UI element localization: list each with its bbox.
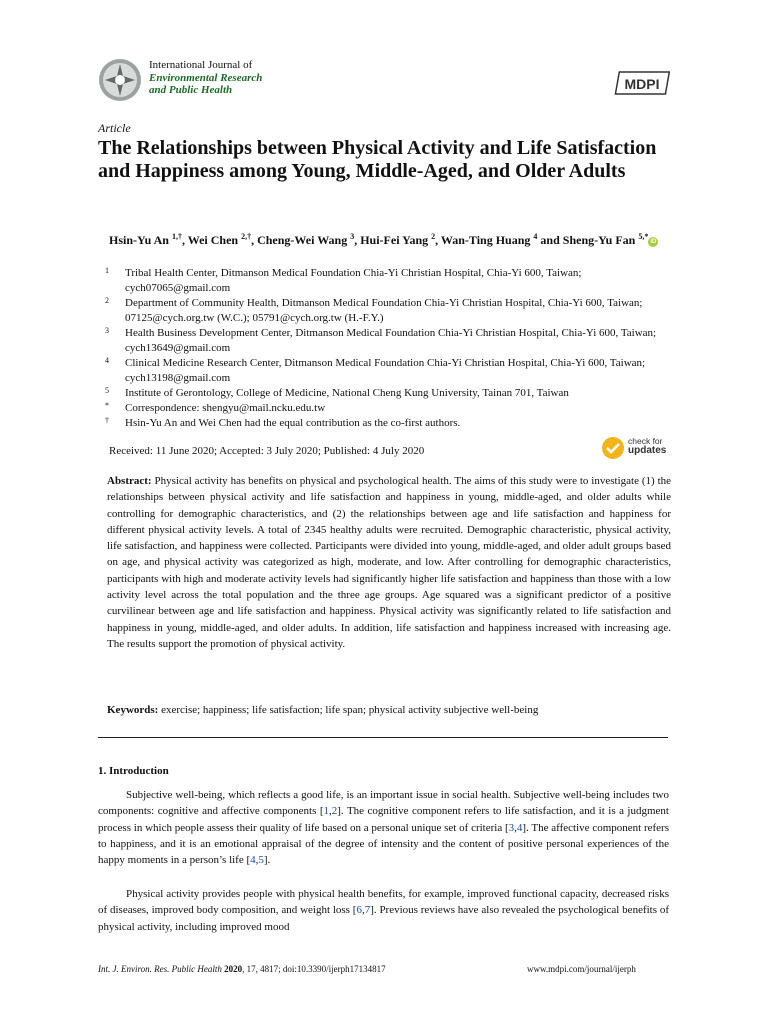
citation-link[interactable]: 4 xyxy=(250,854,256,867)
orcid-icon[interactable]: iD xyxy=(650,239,657,245)
intro-paragraph-2: Physical activity provides people with physical health benefits, for example, improved functional capacity, decreased risks of diseases, improved body composition, and weight loss [6,7]. Previous reviews have also revealed the psychological benefits of physical activity, including improved mood xyxy=(98,888,669,933)
author-name: Wan-Ting Huang $^4$ xyxy=(440,232,538,247)
author-affiliation-mark: 4 xyxy=(533,232,538,241)
author-name: Sheng-Yu Fan $^{5,*}$ xyxy=(562,232,649,247)
journal-name-line3: and Public Health xyxy=(149,84,233,96)
section-heading-introduction: 1. Introduction xyxy=(98,765,169,777)
intro-paragraph-1: Subjective well-being, which reflects a good life, is an important issue in social health. Subjective well-being includes two components: cognitive and affective components [1,2]. The cognitive component refers to life satisfaction, and it is a judgment process in which people assess their quality of life based on a personal unique set of criteria [3,4]. The affective component refers to happiness, and it is an emotional appraisal of the degree of intensity and the content of positive personal experiences of the happy moments in a person’s life [4,5]. xyxy=(98,789,670,867)
affiliation-text: Hsin-Yu An and Wei Chen had the equal contribution as the co-first authors. xyxy=(125,417,461,429)
author-affiliation-mark: 2,† xyxy=(241,232,252,241)
publication-dates: Received: 11 June 2020; Accepted: 3 July 2020; Published: 4 July 2020 xyxy=(109,445,425,457)
affiliation-text: Tribal Health Center, Ditmanson Medical Foundation Chia-Yi Christian Hospital, Chia-Yi 600, Taiwan; cych07065@gmail.com xyxy=(125,267,582,294)
check-updates-icon xyxy=(601,436,625,460)
citation-link[interactable]: 2 xyxy=(331,805,338,818)
affiliation-number: * xyxy=(105,401,109,410)
citation-link[interactable]: 7 xyxy=(364,904,371,917)
affiliation-text: Clinical Medicine Research Center, Ditmanson Medical Foundation Chia-Yi Christian Hospital, Chia-Yi 600, Taiwan; cych13198@gmail.com xyxy=(125,357,646,384)
keywords-label: Keywords: xyxy=(107,704,159,716)
author-name: Cheng-Wei Wang $^3$ xyxy=(257,232,355,247)
citation-link[interactable]: 1 xyxy=(323,805,330,818)
author-affiliation-mark: 5,* xyxy=(638,232,649,241)
check-updates-line2: updates xyxy=(628,445,667,456)
affiliation-text: Correspondence: shengyu@mail.ncku.edu.tw xyxy=(125,402,326,414)
affiliation-number: 3 xyxy=(105,326,109,335)
affiliation-item xyxy=(105,416,675,431)
check-updates-line1: check for xyxy=(628,436,663,446)
affiliation-number: 1 xyxy=(105,266,109,275)
publisher-name: MDPI xyxy=(624,76,660,92)
citation-link[interactable]: 3 xyxy=(508,821,515,834)
citation-link[interactable]: 5 xyxy=(258,854,264,867)
citation-link[interactable]: 4 xyxy=(516,821,523,834)
section-divider xyxy=(98,737,668,738)
author-name: Wei Chen $^{2,\dagger}$ xyxy=(187,232,252,247)
author-name: Hsin-Yu An $^{1,\dagger}$ xyxy=(109,232,182,247)
mdpi-logo xyxy=(614,68,670,98)
footer-journal-abbr: Int. J. Environ. Res. Public Health xyxy=(98,964,222,974)
journal-logo-icon xyxy=(98,58,142,102)
author-affiliation-mark: 2 xyxy=(431,232,436,241)
footer-citation xyxy=(98,964,386,974)
paper-title: The Relationships between Physical Activity and Life Satisfaction and Happiness among Young, Middle-Aged, and Older Adults xyxy=(98,137,657,182)
author-list: Hsin-Yu An $^{1,\dagger}$, Wei Chen $^{2,\dagger}$, Cheng-Wei Wang $^3$, Hui-Fei Yang $^2$, Wan-Ting Huang $^4$ and Sheng-Yu Fan $^{5,*}$iD xyxy=(109,232,657,247)
affiliation-text: Health Business Development Center, Ditmanson Medical Foundation Chia-Yi Christian Hospital, Chia-Yi 600, Taiwan; cych13649@gmail.com xyxy=(125,327,657,354)
affiliation-item xyxy=(105,266,675,295)
keywords xyxy=(107,704,671,716)
footer-year: 2020 xyxy=(224,964,243,974)
affiliation-item xyxy=(105,356,675,385)
affiliation-number: 4 xyxy=(105,356,109,365)
affiliation-text: Department of Community Health, Ditmanson Medical Foundation Chia-Yi Christian Hospital, Chia-Yi 600, Taiwan; 07125@cych.org.tw (W.C.); 05791@cych.org.tw (H.-F.Y.) xyxy=(125,297,643,324)
author-name: Hui-Fei Yang $^2$ xyxy=(360,232,436,247)
affiliation-number: 2 xyxy=(105,296,109,305)
affiliation-text: Institute of Gerontology, College of Medicine, National Cheng Kung University, Tainan 701, Taiwan xyxy=(125,387,569,399)
abstract xyxy=(107,473,671,652)
author-separator: and xyxy=(537,233,563,247)
check-for-updates-label xyxy=(628,437,666,455)
footer-volume-doi: , 17, 4817; doi:10.3390/ijerph17134817 xyxy=(242,964,386,974)
author-affiliation-mark: 3 xyxy=(350,232,355,241)
author-affiliation-mark: 1,† xyxy=(171,232,182,241)
affiliation-item xyxy=(105,386,675,401)
affiliation-item xyxy=(105,296,675,325)
citation-link[interactable]: 6 xyxy=(356,904,362,917)
journal-name-line1: International Journal of xyxy=(149,59,253,71)
abstract-label: Abstract: xyxy=(107,475,152,487)
abstract-text: Physical activity has benefits on physical and psychological health. The aims of this study were to investigate (1) the relationships between physical activity and life satisfaction and happiness in young, middle-aged, and older adults while controlling for demographic characteristics, and (2) the relationships between age and life satisfaction and happiness for different physical activity levels. A total of 2345 healthy adults were recruited. Demographic characteristic, physical activity, life satisfaction, and happiness were collected. Participants were divided into young, middle-aged, and older adult groups based on age, and physical activity was categorized as high, moderate, and low. After controlling for demographic characteristics, participants with high and moderate activity levels had significantly higher life satisfaction and happiness than those with a low activity level across the total population and the three age groups. Age squared was a significant predictor of a positive curvilinear between age and life satisfaction and happiness. Physical activity was significantly related to life satisfaction and happiness in young, middle-aged, and older adults. In addition, life satisfaction and happiness increased with increasing age. The results support the promotion of physical activity. xyxy=(107,475,672,650)
affiliation-number: 5 xyxy=(105,386,109,395)
footer-journal-url[interactable]: www.mdpi.com/journal/ijerph xyxy=(527,964,636,974)
affiliation-item xyxy=(105,401,675,416)
affiliation-item xyxy=(105,326,675,355)
article-type: Article xyxy=(98,121,131,135)
journal-name xyxy=(149,59,262,97)
keywords-text: exercise; happiness; life satisfaction; life span; physical activity subjective well-being xyxy=(161,704,539,716)
affiliation-number: † xyxy=(105,416,109,425)
journal-name-line2: Environmental Research xyxy=(149,71,263,84)
